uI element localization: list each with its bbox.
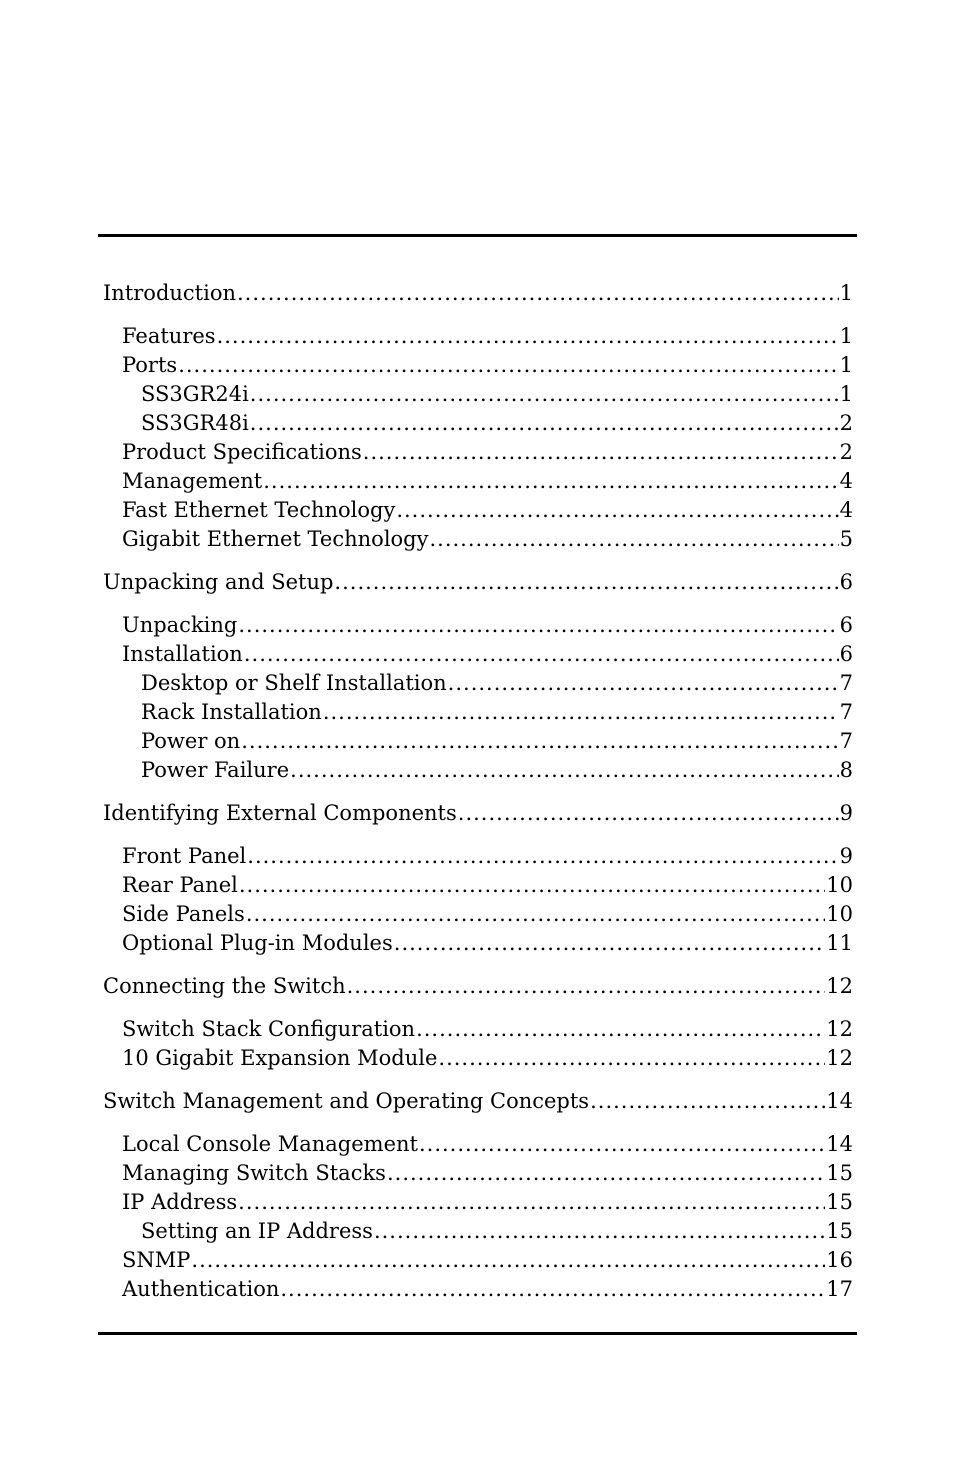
toc-entry[interactable]: [103, 929, 853, 958]
dot-leader: [280, 1275, 825, 1304]
toc-entry-title: Introduction: [103, 281, 236, 305]
toc-entry[interactable]: [103, 611, 853, 640]
toc-entry-title: Power on: [141, 729, 241, 753]
dot-leader: [394, 929, 826, 958]
toc-entry[interactable]: [103, 900, 853, 929]
top-rule: [98, 234, 857, 237]
dot-leader: [323, 698, 839, 727]
toc-entry-title: Rear Panel: [122, 873, 238, 897]
dot-leader: [247, 842, 838, 871]
toc-entry-title: Gigabit Ethernet Technology: [122, 527, 429, 551]
dot-leader: [374, 1217, 825, 1246]
dot-leader: [246, 900, 825, 929]
toc-entry-page-number: 4: [839, 498, 853, 522]
toc-entry-page-number: 11: [826, 931, 853, 955]
toc-entry-title: Rack Installation: [141, 700, 322, 724]
toc-entry-title: Unpacking and Setup: [103, 570, 334, 594]
dot-leader: [244, 640, 839, 669]
toc-entry[interactable]: [103, 1188, 853, 1217]
toc-entry-title: Local Console Management: [122, 1132, 418, 1156]
toc-entry-title: Identifying External Components: [103, 801, 457, 825]
toc-entry-title: Switch Management and Operating Concepts: [103, 1089, 590, 1113]
toc-entry[interactable]: [103, 279, 853, 308]
dot-leader: [217, 322, 839, 351]
dot-leader: [448, 669, 839, 698]
toc-entry[interactable]: [103, 756, 853, 785]
dot-leader: [239, 871, 825, 900]
toc-entry[interactable]: [103, 842, 853, 871]
toc-entry-page-number: 12: [826, 1046, 853, 1070]
toc-entry-page-number: 1: [839, 353, 853, 377]
dot-leader: [438, 1044, 825, 1073]
dot-leader: [396, 496, 838, 525]
dot-leader: [590, 1087, 825, 1116]
toc-entry-title: Features: [122, 324, 216, 348]
toc-entry-title: Setting an IP Address: [141, 1219, 373, 1243]
toc-entry-page-number: 2: [839, 411, 853, 435]
toc-entry[interactable]: [103, 496, 853, 525]
toc-entry[interactable]: [103, 380, 853, 409]
toc-entry-page-number: 10: [826, 902, 853, 926]
toc-entry[interactable]: [103, 438, 853, 467]
toc-entry-page-number: 15: [826, 1190, 853, 1214]
toc-entry-title: SS3GR48i: [141, 411, 249, 435]
toc-entry-page-number: 7: [839, 729, 853, 753]
toc-entry[interactable]: [103, 640, 853, 669]
toc-entry-page-number: 12: [826, 1017, 853, 1041]
toc-entry-title: Managing Switch Stacks: [122, 1161, 386, 1185]
table-of-contents: [103, 279, 853, 1304]
dot-leader: [238, 1188, 825, 1217]
toc-entry-page-number: 14: [826, 1132, 853, 1156]
toc-entry[interactable]: [103, 698, 853, 727]
dot-leader: [241, 727, 838, 756]
toc-entry[interactable]: [103, 1015, 853, 1044]
toc-entry-title: Management: [122, 469, 263, 493]
toc-entry-page-number: 5: [839, 527, 853, 551]
toc-entry[interactable]: [103, 1130, 853, 1159]
toc-entry-title: Connecting the Switch: [103, 974, 346, 998]
toc-entry-page-number: 16: [826, 1248, 853, 1272]
toc-entry[interactable]: [103, 409, 853, 438]
toc-entry-title: Product Specifications: [122, 440, 362, 464]
bottom-rule: [98, 1332, 857, 1335]
dot-leader: [238, 611, 838, 640]
toc-entry[interactable]: [103, 351, 853, 380]
dot-leader: [237, 279, 839, 308]
toc-entry-title: IP Address: [122, 1190, 238, 1214]
dot-leader: [290, 756, 838, 785]
toc-entry-page-number: 7: [839, 671, 853, 695]
toc-entry-page-number: 8: [839, 758, 853, 782]
toc-entry-page-number: 1: [839, 382, 853, 406]
toc-entry-title: Ports: [122, 353, 178, 377]
dot-leader: [347, 972, 826, 1001]
toc-entry-page-number: 17: [826, 1277, 853, 1301]
toc-entry[interactable]: [103, 467, 853, 496]
toc-entry-page-number: 6: [839, 570, 853, 594]
toc-entry-title: 10 Gigabit Expansion Module: [122, 1046, 438, 1070]
toc-entry[interactable]: [103, 322, 853, 351]
dot-leader: [263, 467, 838, 496]
toc-entry-page-number: 10: [826, 873, 853, 897]
toc-entry[interactable]: [103, 1275, 853, 1304]
toc-entry-page-number: 2: [839, 440, 853, 464]
toc-entry-title: Installation: [122, 642, 243, 666]
dot-leader: [363, 438, 839, 467]
toc-entry[interactable]: [103, 568, 853, 597]
toc-entry[interactable]: [103, 1159, 853, 1188]
toc-entry-page-number: 6: [839, 642, 853, 666]
toc-entry-title: Authentication: [122, 1277, 280, 1301]
toc-entry[interactable]: [103, 727, 853, 756]
toc-entry-page-number: 1: [839, 324, 853, 348]
dot-leader: [178, 351, 838, 380]
toc-entry[interactable]: [103, 972, 853, 1001]
toc-entry[interactable]: [103, 799, 853, 828]
toc-entry-title: Side Panels: [122, 902, 245, 926]
toc-entry[interactable]: [103, 1217, 853, 1246]
dot-leader: [419, 1130, 825, 1159]
dot-leader: [458, 799, 839, 828]
toc-entry[interactable]: [103, 871, 853, 900]
toc-entry[interactable]: [103, 1044, 853, 1073]
toc-entry-page-number: 15: [826, 1161, 853, 1185]
toc-entry-page-number: 4: [839, 469, 853, 493]
dot-leader: [416, 1015, 825, 1044]
toc-entry-title: Switch Stack Configuration: [122, 1017, 416, 1041]
toc-entry[interactable]: [103, 1246, 853, 1275]
dot-leader: [250, 409, 839, 438]
toc-entry-title: SS3GR24i: [141, 382, 249, 406]
toc-entry[interactable]: [103, 525, 853, 554]
dot-leader: [250, 380, 839, 409]
toc-entry-page-number: 12: [826, 974, 853, 998]
dot-leader: [387, 1159, 825, 1188]
toc-entry-title: SNMP: [122, 1248, 191, 1272]
toc-entry-page-number: 15: [826, 1219, 853, 1243]
toc-entry-page-number: 14: [826, 1089, 853, 1113]
toc-entry-page-number: 9: [839, 844, 853, 868]
dot-leader: [429, 525, 838, 554]
toc-entry-page-number: 1: [839, 281, 853, 305]
dot-leader: [191, 1246, 825, 1275]
toc-entry-title: Unpacking: [122, 613, 238, 637]
toc-entry-page-number: 9: [839, 801, 853, 825]
toc-entry-page-number: 7: [839, 700, 853, 724]
toc-entry-title: Desktop or Shelf Installation: [141, 671, 447, 695]
toc-entry-title: Power Failure: [141, 758, 290, 782]
toc-entry-page-number: 6: [839, 613, 853, 637]
toc-entry-title: Optional Plug-in Modules: [122, 931, 393, 955]
toc-entry[interactable]: [103, 1087, 853, 1116]
toc-entry-title: Front Panel: [122, 844, 247, 868]
toc-entry-title: Fast Ethernet Technology: [122, 498, 396, 522]
toc-entry[interactable]: [103, 669, 853, 698]
dot-leader: [334, 568, 838, 597]
